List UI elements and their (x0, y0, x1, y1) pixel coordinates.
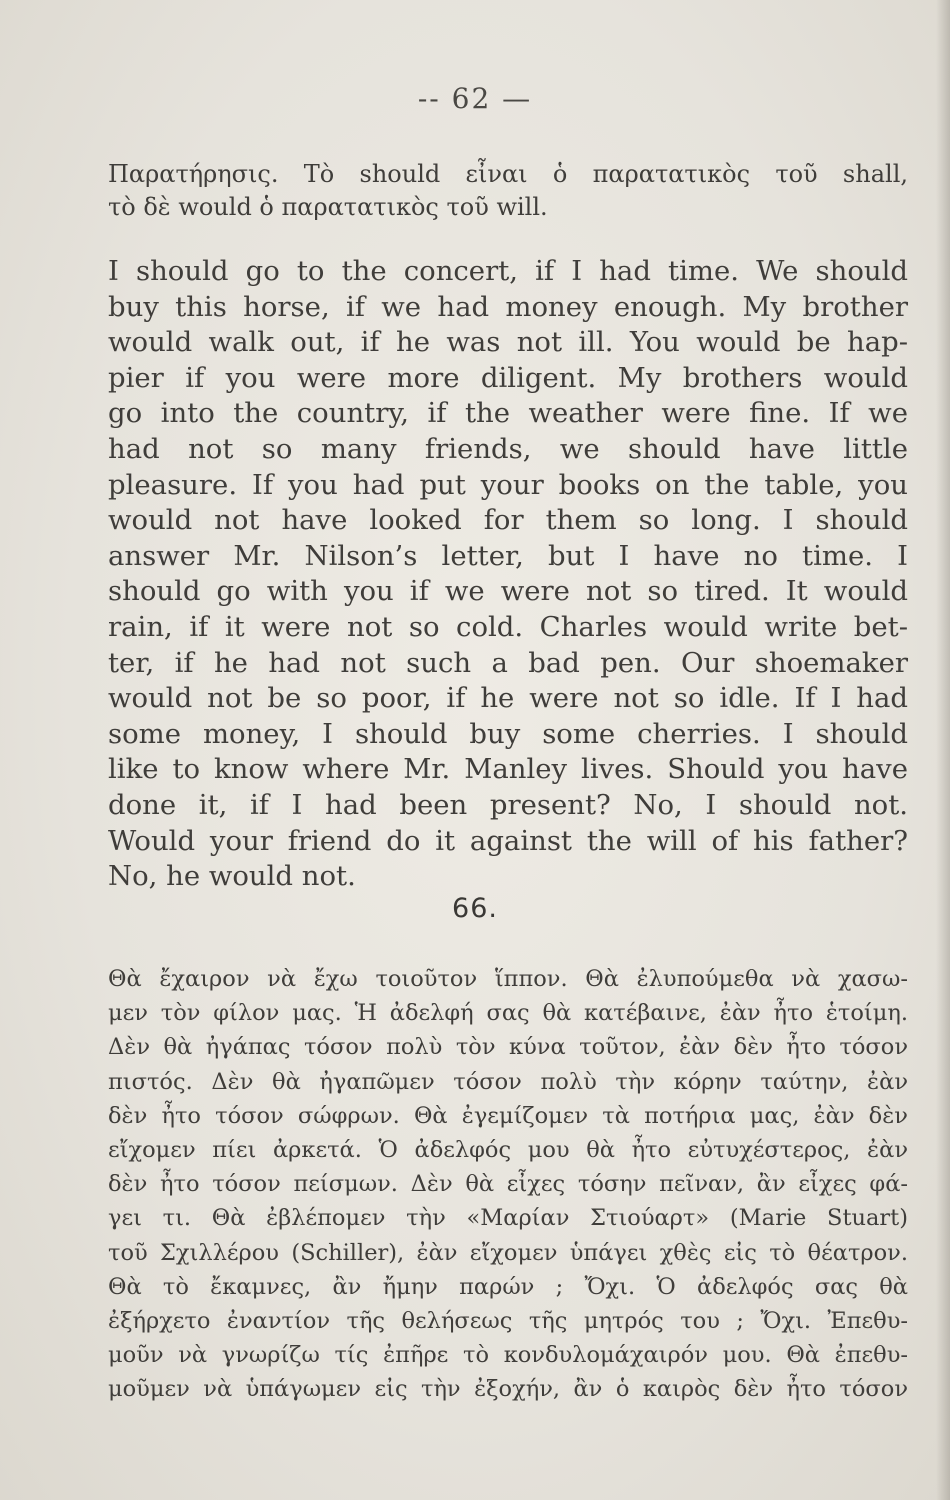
text-line: would not have looked for them so long. I should (108, 504, 908, 537)
text-line: answer Mr. Nilson’s letter, but I have no time. I (108, 539, 908, 572)
text-line: had not so many friends, we should have little (108, 432, 908, 465)
text-line: μοῦν νὰ γνωρίζω τίς ἐπῆρε τὸ κονδυλομάχαιρόν μου. Θὰ ἐπεθυ- (108, 1342, 908, 1369)
text-line: Θὰ ἔχαιρον νὰ ἔχω τοιοῦτον ἵππον. Θὰ ἐλυπούμεθα νὰ χασω- (108, 966, 908, 992)
text-line: Δὲν θὰ ἠγάπας τόσον πολὺ τὸν κύνα τοῦτον, ἐὰν δὲν ἦτο τόσον (108, 1034, 908, 1061)
english-exercise-text (108, 254, 908, 895)
text-line: go into the country, if the weather were fine. If we (108, 397, 908, 430)
text-line: δὲν ἦτο τόσον σώφρων. Θὰ ἐγεμίζομεν τὰ ποτήρια μας, ἐὰν δὲν (108, 1102, 908, 1129)
page-number: -- 62 — (417, 82, 533, 115)
text-line: γει τι. Θὰ ἐβλέπομεν τὴν «Μαρίαν Στιούαρτ» (Marie Stuart) (108, 1205, 908, 1232)
text-line: Θὰ τὸ ἔκαμνες, ἂν ἤμην παρών ; Ὄχι. Ὁ ἀδελφός σας θὰ (108, 1273, 908, 1300)
text-line: done it, if I had been present? No, I should not. (108, 788, 908, 821)
text-line: μοῦμεν νὰ ὑπάγωμεν εἰς τὴν ἐξοχήν, ἂν ὁ καιρὸς δὲν ἦτο τόσον (108, 1376, 908, 1403)
text-line: πιστός. Δὲν θὰ ἠγαπῶμεν τόσον πολὺ τὴν κόρην ταύτην, ἐὰν (108, 1068, 908, 1095)
text-line: pier if you were more diligent. My brothers would (108, 361, 908, 394)
text-line: would not be so poor, if he were not so idle. If I had (108, 682, 908, 715)
text-line: I should go to the concert, if I had time. We should (108, 255, 908, 287)
text-line: τοῦ Σχιλλέρου (Schiller), ἐὰν εἴχομεν ὑπάγει χθὲς εἰς τὸ θέατρον. (108, 1239, 908, 1266)
page-edge-shadow (936, 0, 950, 1500)
text-line: would walk out, if he was not ill. You would be hap- (108, 326, 908, 359)
grammar-note (108, 158, 908, 224)
text-line: should go with you if we were not so tired. It would (108, 575, 908, 608)
exercise-number: 66. (452, 893, 498, 924)
text-line: No, he would not. (108, 860, 356, 893)
text-line: some money, I should buy some cherries. I should (108, 717, 908, 750)
text-line: pleasure. If you had put your books on the table, you (108, 468, 908, 501)
text-line: δὲν ἦτο τόσον πείσμων. Δὲν θὰ εἶχες τόσην πεῖναν, ἂν εἶχες φά- (108, 1171, 908, 1198)
text-line: like to know where Mr. Manley lives. Should you have (108, 753, 908, 786)
grammar-note-line: Παρατήρησις. Τὸ should εἶναι ὁ παρατατικὸς τοῦ shall, (108, 160, 908, 188)
grammar-note-line: τὸ δὲ would ὁ παρατατικὸς τοῦ will. (108, 193, 548, 221)
text-line: ter, if he had not such a bad pen. Our shoemaker (108, 646, 908, 679)
greek-exercise-text (108, 962, 908, 1407)
text-line: buy this horse, if we had money enough. My brother (108, 290, 908, 323)
text-line: ἐξήρχετο ἐναντίον τῆς θελήσεως τῆς μητρός του ; Ὄχι. Ἐπεθυ- (108, 1308, 908, 1335)
text-line: Would your friend do it against the will of his father? (108, 824, 908, 857)
text-line: εἴχομεν πίει ἀρκετά. Ὁ ἀδελφός μου θὰ ἦτο εὐτυχέστερος, ἐὰν (108, 1137, 908, 1164)
text-line: rain, if it were not so cold. Charles would write bet- (108, 610, 908, 643)
text-line: μεν τὸν φίλον μας. Ἡ ἀδελφή σας θὰ κατέβαινε, ἐὰν ἦτο ἑτοίμη. (108, 1000, 908, 1027)
